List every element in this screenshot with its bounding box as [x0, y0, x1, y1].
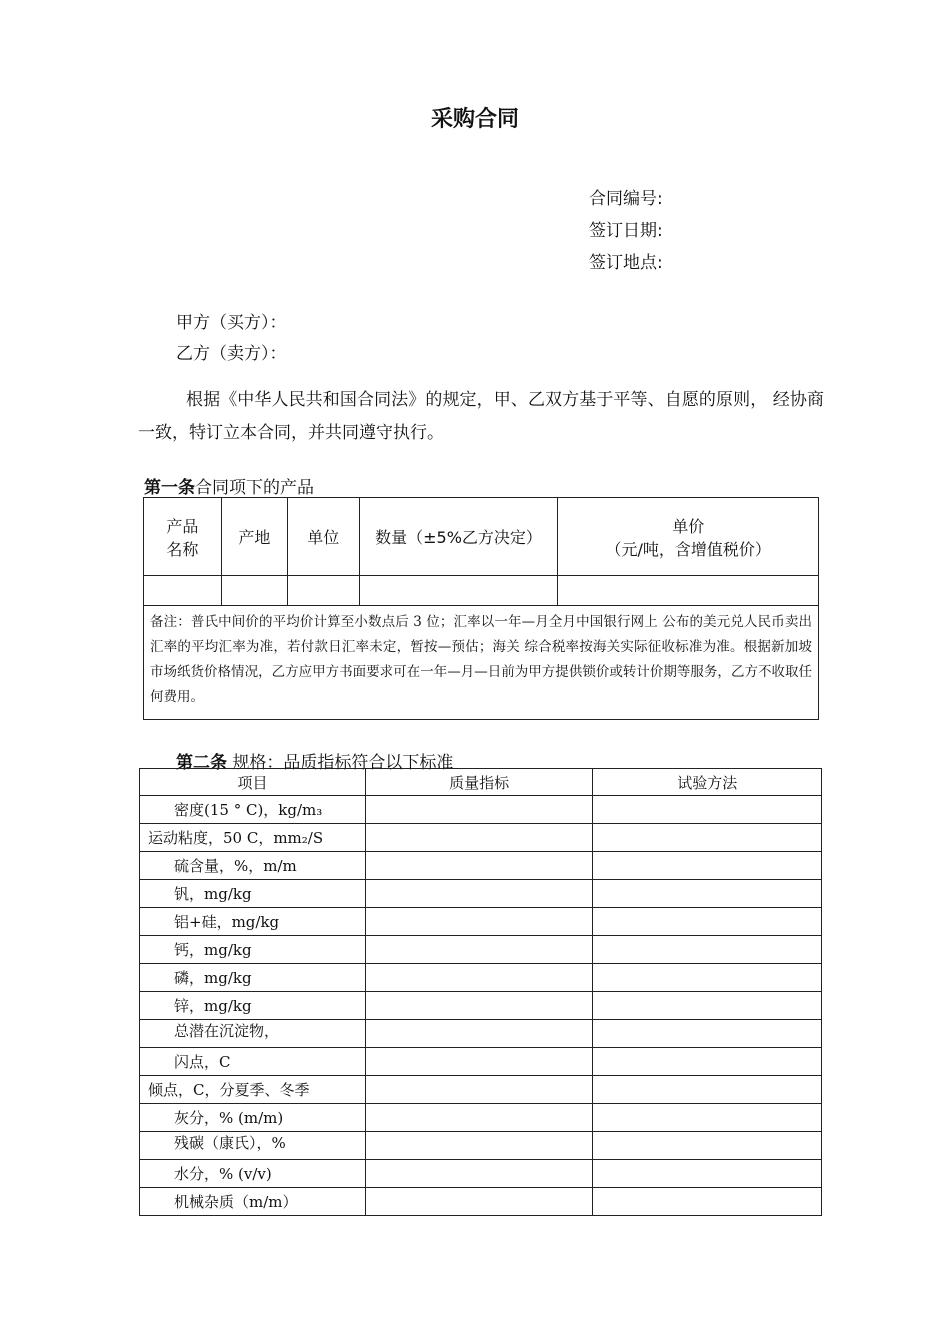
header-origin: 产地	[221, 498, 287, 576]
quality-cell[interactable]	[365, 1020, 593, 1048]
quality-cell[interactable]	[365, 824, 593, 852]
article-1-text: 合同项下的产品	[195, 478, 314, 498]
table-row	[140, 880, 822, 908]
quality-cell[interactable]	[365, 1104, 593, 1132]
document-title: 采购合同	[430, 107, 519, 132]
contract-number-label: 合同编号:	[589, 189, 663, 209]
spec-item: 锌，mg/kg	[140, 992, 366, 1020]
method-cell[interactable]	[593, 824, 822, 852]
article-2-text: 规格：品质指标符合以下标准	[227, 753, 454, 773]
product-table	[143, 497, 819, 720]
method-cell[interactable]	[593, 964, 822, 992]
quality-cell[interactable]	[365, 964, 593, 992]
header-unit: 单位	[287, 498, 359, 576]
spec-item: 运动粘度，50 C，mm₂/S	[140, 824, 366, 852]
table-row	[140, 1020, 822, 1048]
quantity-cell[interactable]	[359, 576, 558, 606]
method-cell[interactable]	[593, 1132, 822, 1160]
method-cell[interactable]	[593, 1188, 822, 1216]
table-row	[140, 824, 822, 852]
unit-price-cell[interactable]	[558, 576, 819, 606]
product-name-cell[interactable]	[144, 576, 222, 606]
table-row	[140, 992, 822, 1020]
quality-cell[interactable]	[365, 796, 593, 824]
quality-cell[interactable]	[365, 992, 593, 1020]
spec-item: 钒，mg/kg	[140, 880, 366, 908]
header-quality-index: 质量指标	[365, 769, 593, 796]
table-row	[140, 1188, 822, 1216]
header-item: 项目	[140, 769, 366, 796]
spec-item: 钙，mg/kg	[140, 936, 366, 964]
spec-item: 总潜在沉淀物，	[140, 1020, 366, 1048]
quality-table-header	[140, 769, 822, 796]
article-1-label: 第一条	[144, 478, 195, 498]
table-row	[140, 852, 822, 880]
spec-item: 密度(15 ° C)，kg/m₃	[140, 796, 366, 824]
origin-cell[interactable]	[221, 576, 287, 606]
table-row	[140, 964, 822, 992]
sign-place-label: 签订地点:	[589, 253, 663, 273]
method-cell[interactable]	[593, 1160, 822, 1188]
intro-paragraph: 根据《中华人民共和国合同法》的规定，甲、乙双方基于平等、自愿的原则， 经协商一致，特订立本合同，并共同遵守执行。	[138, 390, 824, 443]
table-row	[140, 796, 822, 824]
table-row	[140, 1076, 822, 1104]
header-unit-price: 单价 （元/吨，含增值税价）	[558, 498, 819, 576]
spec-item: 水分，% (v/v)	[140, 1160, 366, 1188]
quality-cell[interactable]	[365, 908, 593, 936]
quality-cell[interactable]	[365, 852, 593, 880]
spec-item: 残碳（康氏），%	[140, 1132, 366, 1160]
header-quantity: 数量（±5%乙方决定）	[359, 498, 558, 576]
method-cell[interactable]	[593, 908, 822, 936]
method-cell[interactable]	[593, 796, 822, 824]
method-cell[interactable]	[593, 880, 822, 908]
party-b-label: 乙方（卖方）：	[176, 344, 287, 364]
spec-item: 硫含量，%，m/m	[140, 852, 366, 880]
quality-cell[interactable]	[365, 936, 593, 964]
quality-cell[interactable]	[365, 1048, 593, 1076]
party-a-label: 甲方（买方）：	[176, 313, 287, 333]
method-cell[interactable]	[593, 1076, 822, 1104]
spec-item: 灰分，% (m/m)	[140, 1104, 366, 1132]
product-table-header	[144, 498, 819, 576]
table-row	[140, 1048, 822, 1076]
quality-cell[interactable]	[365, 1132, 593, 1160]
header-test-method: 试验方法	[593, 769, 822, 796]
spec-item: 磷，mg/kg	[140, 964, 366, 992]
unit-cell[interactable]	[287, 576, 359, 606]
quality-cell[interactable]	[365, 1076, 593, 1104]
method-cell[interactable]	[593, 992, 822, 1020]
method-cell[interactable]	[593, 1048, 822, 1076]
quality-cell[interactable]	[365, 1160, 593, 1188]
product-table-row	[144, 576, 819, 606]
spec-item: 机械杂质（m/m）	[140, 1188, 366, 1216]
method-cell[interactable]	[593, 1020, 822, 1048]
spec-item: 闪点，C	[140, 1048, 366, 1076]
product-table-note-row	[144, 606, 819, 720]
method-cell[interactable]	[593, 1104, 822, 1132]
article-1-heading	[144, 473, 314, 498]
sign-date-label: 签订日期:	[589, 221, 663, 241]
spec-item: 倾点，C，分夏季、冬季	[140, 1076, 366, 1104]
header-product-name: 产品 名称	[144, 498, 222, 576]
table-row	[140, 1104, 822, 1132]
product-note: 备注：普氏中间价的平均价计算至小数点后 3 位；汇率以一年—月全月中国银行网上 公布的美元兑人民币卖出汇率的平均汇率为准，若付款日汇率未定，暂按—预估；海关 综合税率按海关实际征收标准为准。根据新加坡市场纸货价格情况，乙方应甲方书面要求可在一年—月—日前为甲方提供锁价或转计价期等服务，乙方不收取任何费用。	[144, 606, 819, 720]
method-cell[interactable]	[593, 852, 822, 880]
article-2-label: 第二条	[176, 753, 227, 773]
table-row	[140, 1160, 822, 1188]
quality-cell[interactable]	[365, 1188, 593, 1216]
spec-item: 铝+硅，mg/kg	[140, 908, 366, 936]
quality-spec-table	[139, 768, 822, 1216]
table-row	[140, 908, 822, 936]
table-row	[140, 1132, 822, 1160]
method-cell[interactable]	[593, 936, 822, 964]
table-row	[140, 936, 822, 964]
quality-cell[interactable]	[365, 880, 593, 908]
